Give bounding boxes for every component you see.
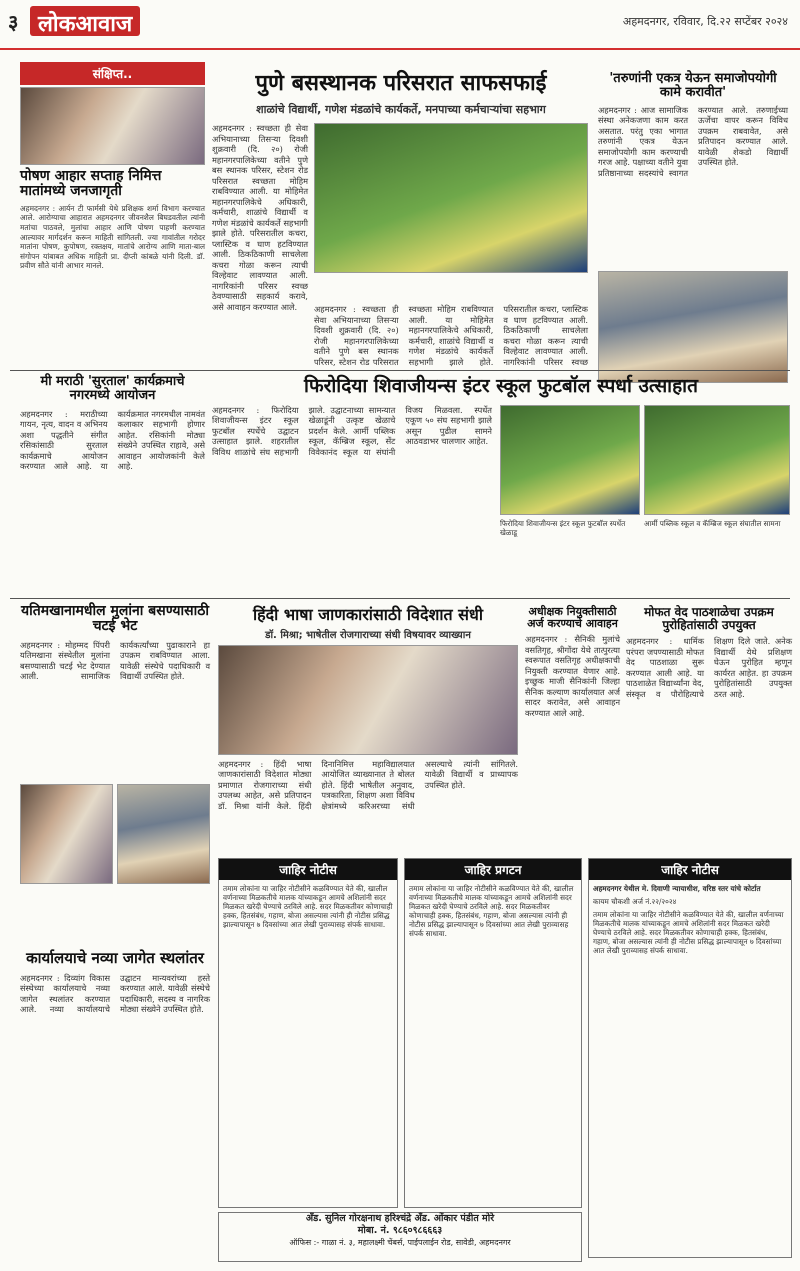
youth-body: अहमदनगर : आज सामाजिक संस्था अनेकजणा काम करत असतात. परंतु एका भागात तरुणांनी एकत्र येऊन समाजोपयोगी काम करण्याची गरज आहे. पक्षाच्या वतीने युवा प्रतिष्ठानाच्या सदस्यांचे स्वागत करण्यात आले. तरुणाईच्या ऊर्जेचा वापर करून विविध उपक्रम राबवावेत, असे प्रतिपादन करण्यात आले. यावेळी शेकडो विद्यार्थी उपस्थित होते. [598,104,788,178]
office-body: अहमदनगर : दिव्यांग विकास संस्थेच्या कार्यालयाचे नव्या जागेत स्थलांतर करण्यात आले. नव्या कार्यालयाचे उद्घाटन मान्यवरांच्या हस्ते करण्यात आले. यावेळी संस्थेचे पदाधिकारी, सदस्य व नागरिक मोठ्या संख्येने उपस्थित होते. [20,972,210,1014]
brief-label: संक्षिप्त.. [20,62,205,85]
brief-title: पोषण आहार सप्ताह निमित्त मातांमध्ये जनजागृती [20,168,162,200]
adhikshak-body: अहमदनगर : सैनिकी मुलांचे वसतिगृह, श्रीगोंदा येथे तात्पुरत्या स्वरूपात वसतिगृह अधीक्षकाची नियुक्ती करण्यात येणार आहे. इच्छुक माजी सैनिकांनी जिल्हा सैनिक कल्याण कार्यालयात अर्ज सादर करावेत, असे आवाहन करण्यात आले आहे. [525,634,620,718]
hindi-subhead: डॉ. मिश्रा; भाषेतील रोजगाराच्या संधी विषयावर व्याख्यान [265,629,471,641]
lead-story [212,72,590,372]
hindi-body: अहमदनगर : हिंदी भाषा जाणकारांसाठी विदेशात मोठ्या प्रमाणात रोजगाराच्या संधी उपलब्ध आहेत, असे प्रतिपादन डॉ. मिश्रा यांनी केले. हिंदी दिनानिमित्त महाविद्यालयात आयोजित व्याख्यानात ते बोलत होते. हिंदी भाषेतील अनुवाद, पत्रकारिता, शिक्षण अशा विविध क्षेत्रांमध्ये करिअरच्या संधी असल्याचे त्यांनी सांगितले. यावेळी विद्यार्थी व प्राध्यापक उपस्थित होते. [218,758,518,811]
football-headline: फिरोदिया शिवाजीयन्स इंटर स्कूल फुटबॉल स्पर्धा उत्साहात [304,375,698,397]
hindi-photo [218,645,518,755]
marathi-story [20,375,205,595]
lead-subhead: शाळांचे विद्यार्थी, गणेश मंडळांचे कार्यकर्ते, मनपाच्या कर्मचाऱ्यांचा सहभाग [256,103,546,117]
pragatan-title: जाहिर प्रगटन [405,859,581,880]
hindi-story [218,606,518,856]
newspaper-logo: लोकआवाज [30,6,140,36]
advocate-names: अँड. सुनिल गोरक्षनाथ हरिश्चंद्रे अँड. ओंकार पंडीत मोरे [305,1213,495,1224]
pragatan-body: तमाम लोकांना या जाहिर नोटीसीने कळविण्यात येते की, खालील वर्णनाच्या मिळकतीचे मालक यांच्याकडून आमचे अशिलांनी सदर मिळकत खरेदी घेण्याचे ठरविले आहे. सदर मिळकतीवर कोणाचाही हक्क, हितसंबंध, गहाण, बोजा असल्यास त्यांनी ही नोटीस प्रसिद्ध झाल्यापासून ७ दिवसांच्या आत लेखी पुराव्यासह संपर्क साधावा. [409,884,574,938]
masthead [0,0,800,50]
football-photo-2 [644,405,790,515]
notice-2-title: जाहिर नोटीस [589,859,791,880]
football-body: अहमदनगर : फिरोदिया शिवाजीयन्स इंटर स्कूल फुटबॉल स्पर्धेचे उद्घाटन उत्साहात झाले. शहरातील विविध शाळांचे संघ सहभागी झाले. उद्घाटनाच्या सामन्यात खेळाडूंनी उत्कृष्ट खेळाचे प्रदर्शन केले. आर्मी पब्लिक स्कूल, कॅम्ब्रिज स्कूल, सेंट विवेकानंद स्कूल या संघांनी विजय मिळवला. स्पर्धेत एकूण ५० संघ सहभागी झाले असून पुढील सामने आठवडाभर चालणार आहेत. [212,404,492,457]
advocate-address: ऑफिस :- गाळा नं. ३, महालक्ष्मी चेंबर्स, पाईपलाईन रोड, सावेडी, अहमदनगर [289,1238,511,1247]
dateline: अहमदनगर, रविवार, दि.२२ सप्टेंबर २०२४ [622,15,788,28]
football-caption-1: फिरोदिया शिवाजीयन्स इंटर स्कूल फुटबॉल स्पर्धेत खेळाडू [500,518,626,537]
court-case: कायम चौकशी अर्ज नं.२२/२०२४ [593,897,677,906]
ved-headline: मोफत वेद पाठशाळेचा उपक्रम पुरोहितांसाठी उपयुक्त [644,605,774,633]
notice-2-body: तमाम लोकांना या जाहिर नोटीसीने कळविण्यात येते की, खालील वर्णनाच्या मिळकतीचे मालक यांच्याकडून आमचे अशिलांनी सदर मिळकत खरेदी घेण्याचे ठरविले आहे. सदर मिळकतीवर कोणाचाही हक्क, हितसंबंध, गहाण, बोजा असल्यास त्यांनी ही नोटीस प्रसिद्ध झाल्यापासून ७ दिवसांच्या आत लेखी पुराव्यासह संपर्क साधावा. [593,910,784,955]
notice-1-title: जाहिर नोटीस [219,859,397,880]
yatim-photo-1 [20,784,113,884]
notice-1-body: तमाम लोकांना या जाहिर नोटीसीने कळविण्यात येते की, खालील वर्णनाच्या मिळकतीचे मालक यांच्याकडून आमचे अशिलांनी सदर मिळकत खरेदी घेण्याचे ठरविले आहे. सदर मिळकतीवर कोणाचाही हक्क, हितसंबंध, गहाण, बोजा असल्यास त्यांनी ही नोटीस प्रसिद्ध झाल्यापासून ७ दिवसांच्या आत लेखी पुराव्यासह संपर्क साधावा. [223,884,393,929]
football-photo-1 [500,405,640,515]
notice-pragatan [404,858,582,1208]
ved-story [626,606,792,856]
lead-headline: पुणे बसस्थानक परिसरात साफसफाई [255,71,547,96]
brief-section [20,62,205,352]
hindi-headline: हिंदी भाषा जाणकारांसाठी विदेशात संधी [253,605,483,624]
youth-photo [598,271,788,383]
advocate-block [218,1212,582,1262]
page-number: ३ [8,10,19,34]
football-story [212,376,790,596]
lead-photo [314,123,588,273]
divider [10,370,790,371]
adhikshak-headline: अधीक्षक नियुक्तीसाठी अर्ज करण्याचे आवाहन [527,605,618,631]
yatim-body: अहमदनगर : मोहम्मद पिंपरी यतिमखाना संस्थेतील मुलांना बसण्यासाठी चटई भेट देण्यात आली. सामाजिक कार्यकर्त्यांच्या पुढाकाराने हा उपक्रम राबविण्यात आला. यावेळी संस्थेचे पदाधिकारी व विद्यार्थी उपस्थित होते. [20,639,210,682]
yatim-photo-2 [117,784,210,884]
brief-body: अहमदनगर : आर्यन टी फार्मसी येथे प्रशिक्षक शर्मा विभाग करण्यात आले. आरोग्याचा आहारात अहमदनगर जीवनशैल बिघडवतील त्यांनी मतांचा पाठवले, मुलांचा आहार आणि पोषण पाहणी करण्यात आल्यावर मार्गदर्शन करून माहिती सांगितली. ज्या गावांतील गरोदर मातांना पोषण, कुपोषण, रक्तक्षय, मातांचे आरोग्य आणि माता-बाल संगोपन यांबाबत अधिक माहिती प्रा. दीप्ती कांबळे यांनी दिली. डॉ. प्रवीण सौते यांनी आभार मानले. [20,203,205,271]
notice-1 [218,858,398,1208]
yatim-story [20,604,210,949]
brief-photo [20,87,205,165]
ved-body: अहमदनगर : धार्मिक परंपरा जपण्यासाठी मोफत वेद पाठशाळा सुरू करण्यात आली आहे. या पाठशाळेत विद्यार्थ्यांना वेद, संस्कृत व पौरोहित्याचे शिक्षण दिले जाते. अनेक विद्यार्थी येथे प्रशिक्षण घेऊन पुरोहित म्हणून कार्यरत आहेत. हा उपक्रम पुरोहितांसाठी उपयुक्त ठरत आहे. [626,636,792,699]
yatim-headline: यतिमखानामधील मुलांना बसण्यासाठी चटई भेट [20,603,209,635]
advocate-phone: मोबा. नं. ९८६०९८६६६३ [357,1225,443,1236]
adhikshak-story [525,606,620,856]
youth-headline: 'तरुणांनी एकत्र येऊन समाजोपयोगी कामे करावीत' [609,71,777,101]
divider [10,598,790,599]
marathi-body: अहमदनगर : मराठीच्या गायन, नृत्य, वादन व अभिनय अशा पद्धतीने संगीत रसिकांसाठी सुरताल कार्यक्रमाचे आयोजन करण्यात आले आहे. या कार्यक्रमात नगरमधील नामवंत कलाकार सहभागी होणार आहेत. रसिकांनी मोठ्या संख्येने उपस्थित राहावे, असे आवाहन आयोजकांनी केले आहे. [20,408,205,472]
youth-story [598,72,788,367]
lead-body: अहमदनगर : स्वच्छता ही सेवा अभियानाच्या तिसऱ्या दिवशी शुक्रवारी (दि. २०) रोजी महानगरपालिकेच्या वतीने पुणे बस स्थानक परिसर, स्टेशन रोड परिसरात स्वच्छता मोहिम राबविण्यात आली. या मोहिमेत महानगरपालिकेचे अधिकारी, कर्मचारी, शाळांचे विद्यार्थी व गणेश मंडळांचे कार्यकर्ते सहभागी झाले होते. परिसरातील कचरा, प्लास्टिक व घाण हटविण्यात आली. ठिकठिकाणी साचलेला कचरा गोळा करून त्याची विल्हेवाट लावण्यात आली. नागरिकांनी परिसर स्वच्छ ठेवण्यासाठी सहकार्य करावे, असे आवाहन करण्यात आले. [212,123,308,312]
office-headline: कार्यालयाचे नव्या जागेत स्थलांतर [26,949,204,967]
marathi-headline: मी मराठी 'सुरताल' कार्यक्रमाचे नगरमध्ये आयोजन [40,374,185,404]
office-story [20,950,210,1260]
lead-body-cont: अहमदनगर : स्वच्छता ही सेवा अभियानाच्या तिसऱ्या दिवशी शुक्रवारी (दि. २०) रोजी महानगरपालिकेच्या वतीने पुणे बस स्थानक परिसर, स्टेशन रोड परिसरात स्वच्छता मोहिम राबविण्यात आली. या मोहिमेत महानगरपालिकेचे अधिकारी, कर्मचारी, शाळांचे विद्यार्थी व गणेश मंडळांचे कार्यकर्ते सहभागी झाले होते. परिसरातील कचरा, प्लास्टिक व घाण हटविण्यात आली. ठिकठिकाणी साचलेला कचरा गोळा करून त्याची विल्हेवाट लावण्यात आली. नागरिकांनी परिसर स्वच्छ [314,304,588,367]
football-caption-2: आर्मी पब्लिक स्कूल व कॅम्ब्रिज स्कूल संघातील सामना [644,518,781,528]
notice-2 [588,858,792,1258]
court-heading: अहमदनगर येथील मे. दिवाणी न्यायाधीश, वरिष्ठ स्तर यांचे कोर्टात [593,884,761,893]
